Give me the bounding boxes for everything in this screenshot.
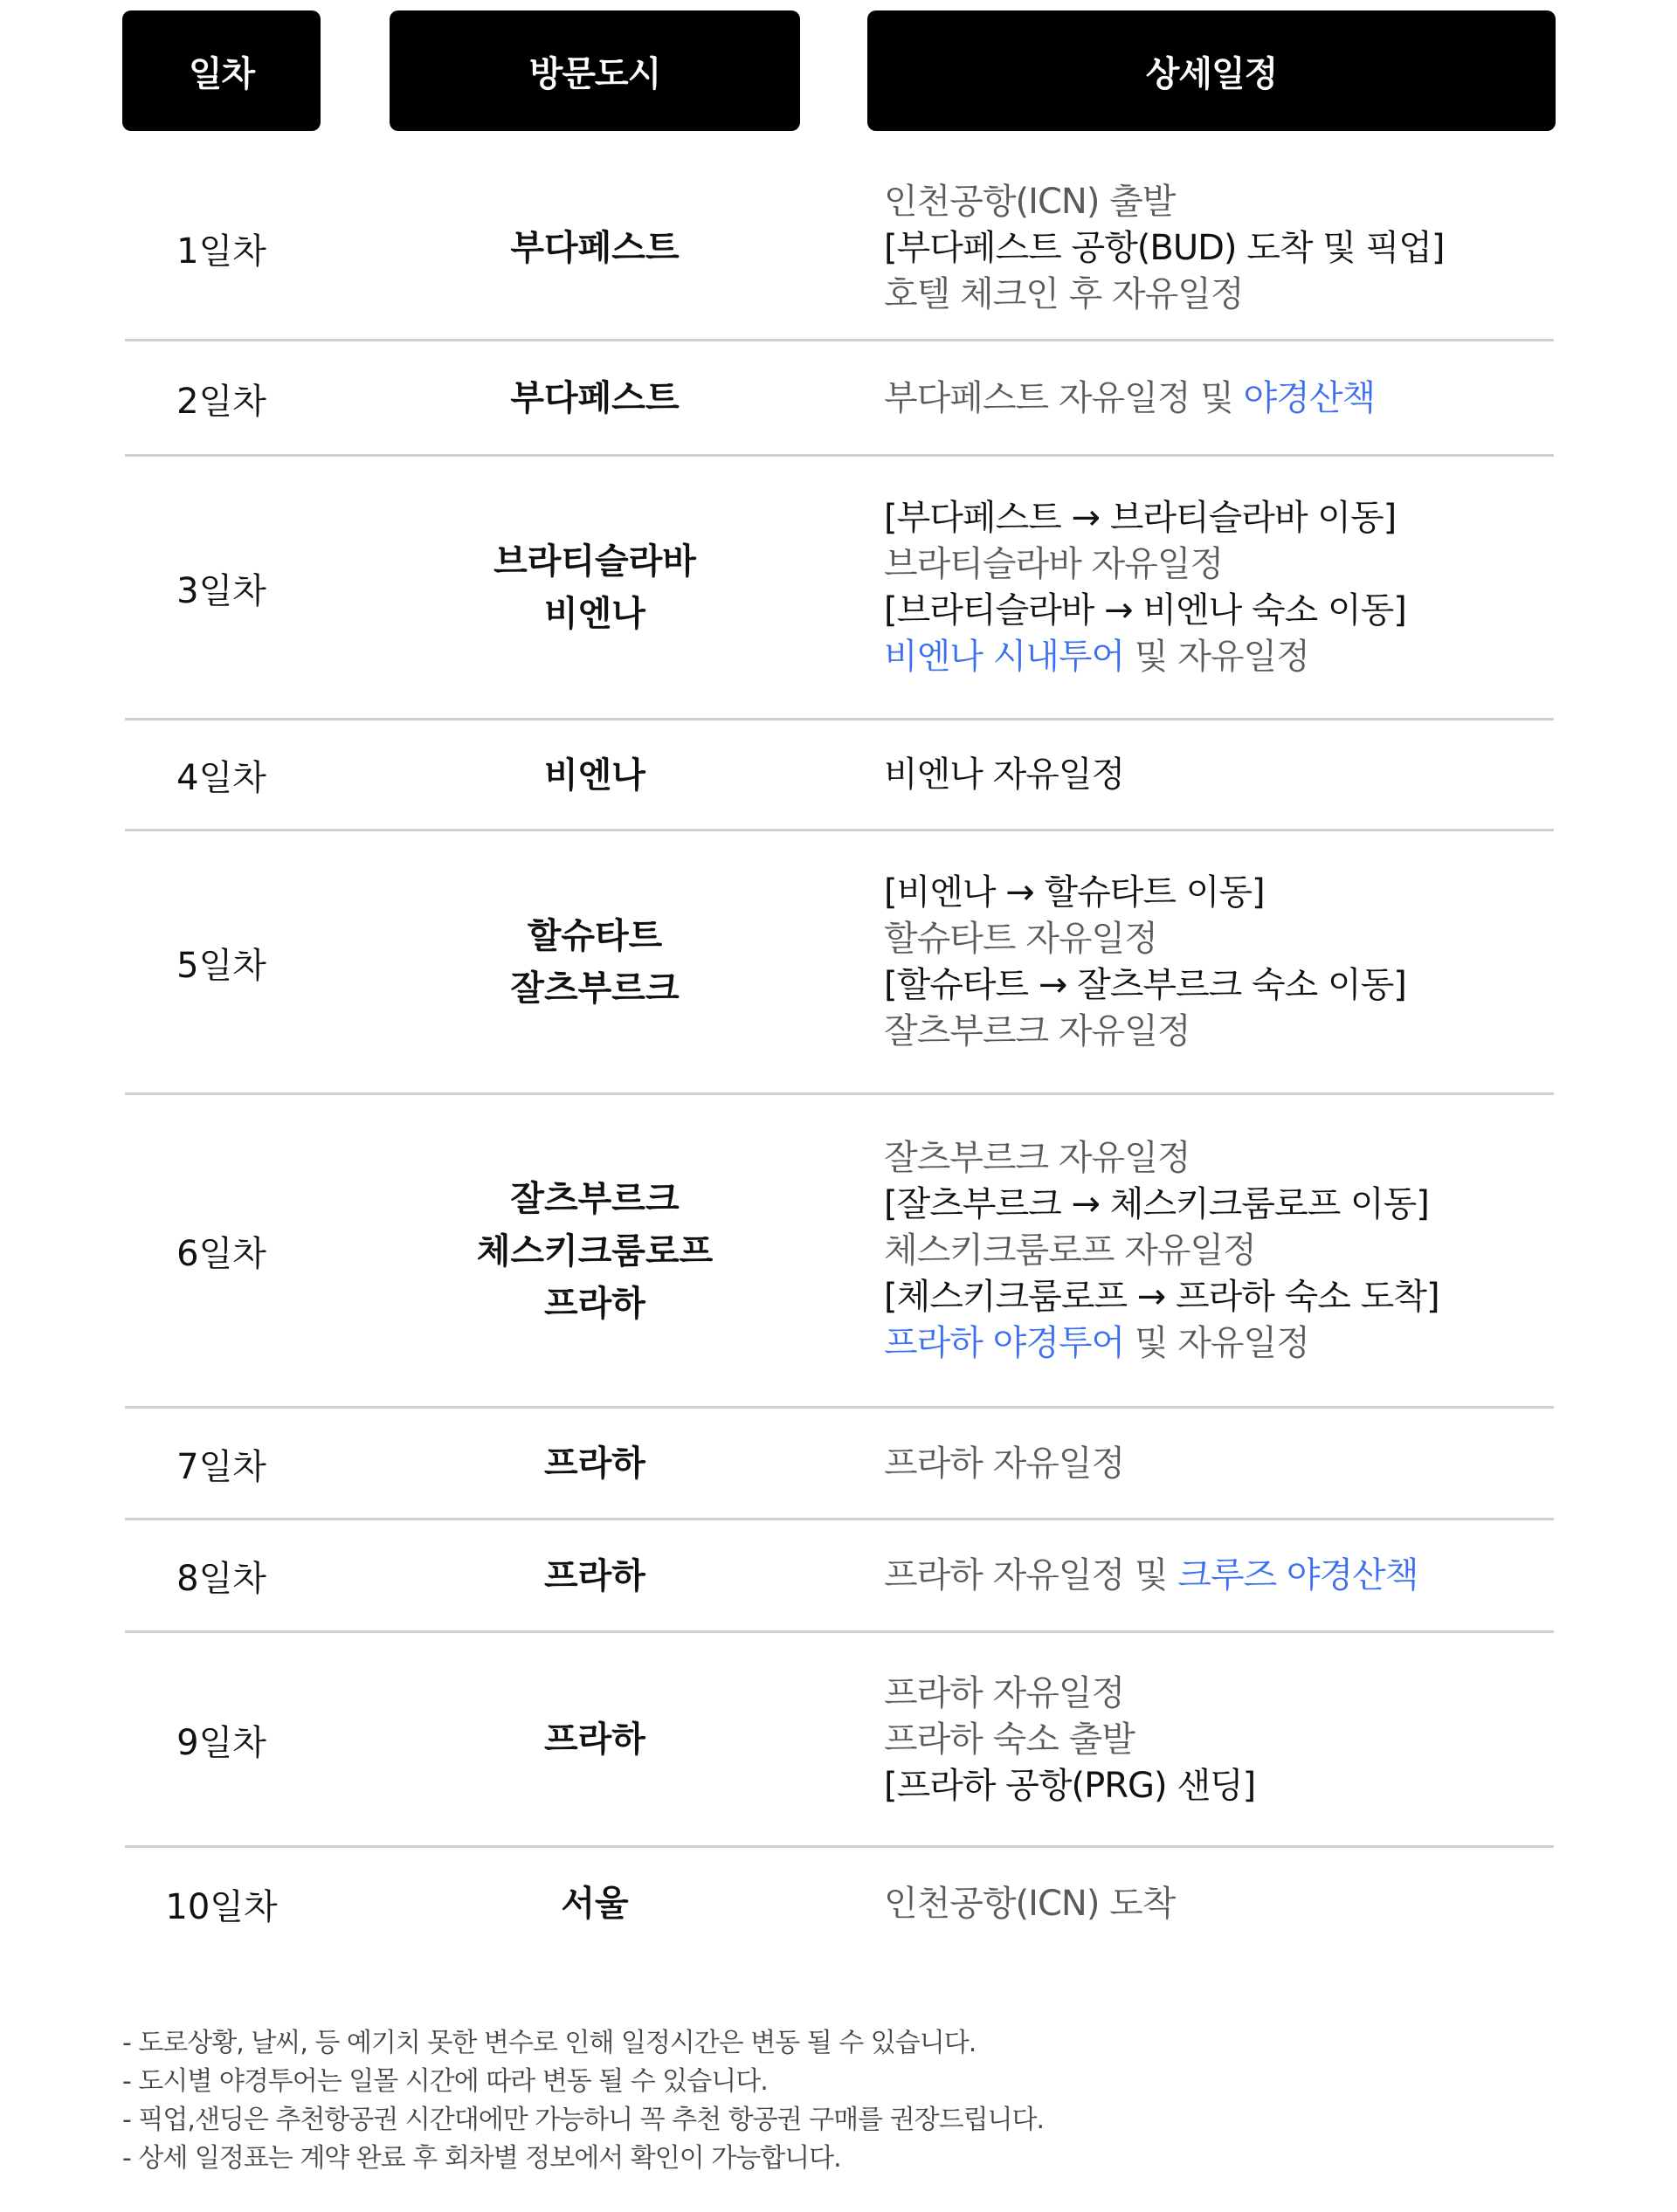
detail-line: [884, 272, 1565, 318]
detail-text: 체스키크룸로프 자유일정: [884, 1230, 1256, 1271]
city-name: 잘츠부르크: [510, 1178, 680, 1219]
detail-text: [부다페스트 공항(BUD) 도착 및 픽업]: [884, 227, 1445, 268]
schedule-row: [0, 341, 1677, 456]
schedule-row: [0, 1094, 1677, 1408]
detail-text: 호텔 체크인 후 자유일정: [884, 273, 1244, 314]
detail-line: [884, 1881, 1565, 1927]
detail-text: [할슈타트 → 잘츠부르크 숙소 이동]: [884, 965, 1406, 1005]
day-label: 9일차: [176, 1722, 266, 1763]
detail-cell: [884, 155, 1565, 341]
detail-text: 프라하 자유일정: [884, 1672, 1125, 1713]
detail-text: 비엔나 자유일정: [884, 755, 1125, 795]
city-name: 부다페스트: [510, 378, 680, 418]
day-label: 6일차: [176, 1234, 266, 1274]
city-cell: [390, 155, 800, 341]
notes: [122, 2024, 1607, 2178]
detail-text: 프라하 숙소 출발: [884, 1719, 1135, 1760]
highlight-text: 비엔나 시내투어: [884, 637, 1125, 677]
city-cell: [390, 1632, 800, 1847]
city-name: 할슈타트: [527, 916, 663, 956]
detail-text: 및 자유일정: [1124, 1323, 1309, 1363]
highlight-text: 크루즈 야경산책: [1177, 1555, 1418, 1595]
detail-text: 브라티슬라바 자유일정: [884, 544, 1224, 584]
city-name: 비엔나: [544, 755, 645, 796]
note-item: - 상세 일정표는 계약 완료 후 회차별 정보에서 확인이 가능합니다.: [122, 2143, 841, 2174]
detail-line: [884, 1717, 1565, 1763]
day-label: 1일차: [176, 231, 266, 272]
detail-line: [884, 634, 1565, 680]
city-cell: [390, 720, 800, 830]
detail-line: [884, 225, 1565, 272]
detail-line: [884, 495, 1565, 541]
schedule-row: [0, 1847, 1677, 1960]
detail-line: [884, 1553, 1565, 1599]
detail-line: [884, 870, 1565, 916]
detail-cell: [884, 1094, 1565, 1408]
detail-text: 및 자유일정: [1124, 637, 1309, 677]
day-label: 10일차: [165, 1886, 278, 1927]
detail-text: [부다페스트 → 브라티슬라바 이동]: [884, 498, 1397, 538]
city-name: 서울: [561, 1884, 629, 1924]
city-cell: [390, 1094, 800, 1408]
schedule-row: [0, 1632, 1677, 1847]
detail-cell: [884, 456, 1565, 720]
detail-line: [884, 1009, 1565, 1055]
schedule-row: [0, 155, 1677, 341]
city-cell: [390, 1408, 800, 1519]
detail-text: [비엔나 → 할슈타트 이동]: [884, 872, 1265, 913]
detail-cell: [884, 1847, 1565, 1960]
detail-line: [884, 1228, 1565, 1274]
header-city: 방문도시: [390, 10, 800, 131]
detail-text: [프라하 공항(PRG) 샌딩]: [884, 1765, 1256, 1806]
schedule-table: [0, 155, 1677, 1960]
city-name: 프라하: [544, 1283, 645, 1324]
detail-text: 부다페스트 자유일정 및: [884, 377, 1244, 418]
detail-text: 잘츠부르크 자유일정: [884, 1138, 1190, 1178]
header-detail: 상세일정: [867, 10, 1556, 131]
schedule-row: [0, 720, 1677, 830]
note-item: - 도로상황, 날씨, 등 예기치 못한 변수로 인해 일정시간은 변동 될 수 있습니다.: [122, 2028, 977, 2058]
detail-text: 할슈타트 자유일정: [884, 919, 1157, 959]
schedule-row: [0, 456, 1677, 720]
detail-line: [884, 916, 1565, 962]
day-label: 4일차: [176, 758, 266, 798]
detail-line: [884, 588, 1565, 634]
city-cell: [390, 830, 800, 1094]
schedule-row: [0, 1519, 1677, 1632]
detail-text: 인천공항(ICN) 도착: [884, 1883, 1176, 1924]
detail-cell: [884, 1632, 1565, 1847]
header-day: 일차: [122, 10, 321, 131]
detail-line: [884, 1671, 1565, 1717]
note-item: - 도시별 야경투어는 일몰 시간에 따라 변동 될 수 있습니다.: [122, 2066, 768, 2097]
city-cell: [390, 1519, 800, 1632]
detail-cell: [884, 1408, 1565, 1519]
city-cell: [390, 341, 800, 456]
city-cell: [390, 456, 800, 720]
city-name: 잘츠부르크: [510, 968, 680, 1009]
detail-line: [884, 962, 1565, 1009]
highlight-text: 프라하 야경투어: [884, 1323, 1125, 1363]
detail-cell: [884, 341, 1565, 456]
day-label: 2일차: [176, 381, 266, 422]
detail-line: [884, 1274, 1565, 1320]
city-name: 프라하: [544, 1719, 645, 1760]
detail-cell: [884, 720, 1565, 830]
detail-text: [체스키크룸로프 → 프라하 숙소 도착]: [884, 1277, 1439, 1317]
detail-line: [884, 376, 1565, 422]
schedule-header: [0, 10, 1677, 131]
detail-line: [884, 1320, 1565, 1367]
city-cell: [390, 1847, 800, 1960]
detail-text: [잘츠부르크 → 체스키크룸로프 이동]: [884, 1184, 1429, 1224]
day-label: 5일차: [176, 945, 266, 986]
detail-cell: [884, 830, 1565, 1094]
day-label: 7일차: [176, 1446, 266, 1487]
city-name: 부다페스트: [510, 228, 680, 268]
city-name: 체스키크룸로프: [476, 1230, 714, 1271]
detail-line: [884, 1763, 1565, 1809]
detail-cell: [884, 1519, 1565, 1632]
detail-line: [884, 179, 1565, 225]
day-label: 8일차: [176, 1559, 266, 1599]
city-name: 프라하: [544, 1555, 645, 1596]
detail-text: [브라티슬라바 → 비엔나 숙소 이동]: [884, 590, 1406, 631]
detail-text: 잘츠부르크 자유일정: [884, 1011, 1190, 1051]
detail-line: [884, 1182, 1565, 1228]
detail-text: 프라하 자유일정: [884, 1443, 1125, 1484]
schedule-row: [0, 830, 1677, 1094]
city-name: 비엔나: [544, 594, 645, 634]
city-name: 프라하: [544, 1444, 645, 1484]
detail-text: 프라하 자유일정 및: [884, 1555, 1178, 1595]
city-name: 브라티슬라바: [493, 541, 696, 582]
detail-line: [884, 1441, 1565, 1487]
note-item: - 픽업,샌딩은 추천항공권 시간대에만 가능하니 꼭 추천 항공권 구매를 권장드립니다.: [122, 2105, 1045, 2135]
schedule-row: [0, 1408, 1677, 1519]
detail-text: 인천공항(ICN) 출발: [884, 181, 1176, 222]
detail-line: [884, 541, 1565, 588]
highlight-text: 야경산책: [1243, 377, 1376, 418]
detail-line: [884, 752, 1565, 798]
day-label: 3일차: [176, 570, 266, 611]
detail-line: [884, 1135, 1565, 1182]
